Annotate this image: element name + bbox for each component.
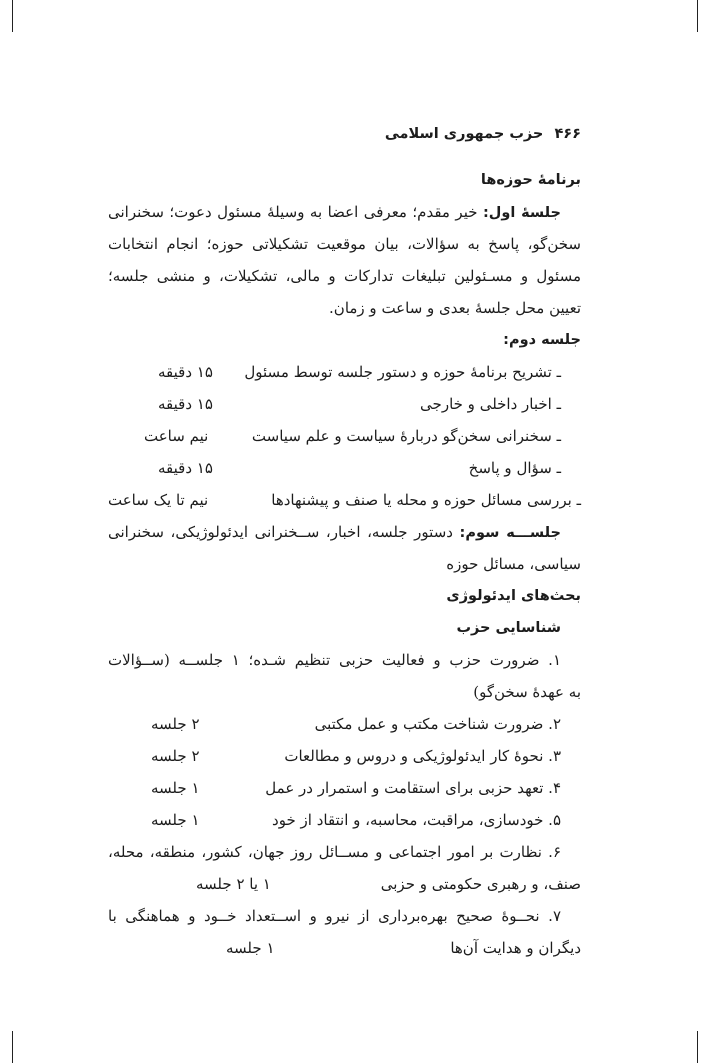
- session2-item: ـ سخنرانی سخن‌گو دربارهٔ سیاست و علم سیاست نیم ساعت: [144, 427, 561, 445]
- session2-item: ـ بررسی مسائل حوزه و محله یا صنف و پیشنهادها نیم تا یک ساعت: [108, 491, 581, 509]
- session1-label: جلسهٔ اول:: [482, 205, 561, 221]
- crop-mark-bottom-left: [12, 1031, 13, 1063]
- session2-heading: جلسه دوم:: [503, 332, 581, 348]
- crop-mark-top-left: [12, 0, 13, 32]
- session1-line1: جلسهٔ اول: خیر مقدم؛ معرفی اعضا به وسیلهٔ مسئول دعوت؛ سخنرانی: [108, 203, 561, 221]
- crop-mark-bottom-right: [697, 1031, 698, 1063]
- session2-item: ـ اخبار داخلی و خارجی ۱۵ دقیقه: [158, 395, 561, 413]
- list-item: ۴. تعهد حزبی برای استقامت و استمرار در عمل ۱ جلسه: [151, 779, 561, 797]
- list-item: ۲. ضرورت شناخت مکتب و عمل مکتبی ۲ جلسه: [151, 715, 561, 733]
- item7-line2: دیگران و هدایت آن‌ها ۱ جلسه: [226, 939, 581, 957]
- session2-item: ـ سؤال و پاسخ ۱۵ دقیقه: [158, 459, 561, 477]
- running-header: [108, 118, 581, 150]
- running-title: حزب جمهوری اسلامی: [384, 126, 544, 142]
- party-subheading: شناسایی حزب: [456, 620, 561, 636]
- list-item: ۳. نحوهٔ کار ایدئولوژیکی و دروس و مطالعات ۲ جلسه: [151, 747, 561, 765]
- session3-label: جلســـه سوم:: [459, 525, 561, 541]
- session1-line3: مسئول و مسـئولین تبلیغات تدارکات و مالی، تشکیلات، و منشی جلسه؛: [108, 267, 581, 285]
- item6-line1: ۶. نظارت بر امور اجتماعی و مســائل روز جهان، کشور، منطقه، محله،: [108, 843, 561, 861]
- session3-line2: سیاسی، مسائل حوزه: [446, 555, 581, 573]
- book-page: [108, 0, 581, 1063]
- item7-line1: ۷. نحــوهٔ صحیح بهره‌برداری از نیرو و اســتعداد خــود و هماهنگی با: [108, 907, 561, 925]
- page-number: ۴۶۶: [554, 126, 581, 142]
- item6-line2: صنف، و رهبری حکومتی و حزبی ۱ یا ۲ جلسه: [196, 875, 581, 893]
- session3-line1: جلســـه سوم: دستور جلسه، اخبار، ســخنرانی ایدئولوژیکی، سخنرانی: [108, 523, 561, 541]
- program-heading: برنامهٔ حوزه‌ها: [480, 172, 581, 188]
- item1-line1: ۱. ضرورت حزب و فعالیت حزبی تنظیم شـده؛ ۱ جلســه (ســؤالات: [108, 651, 561, 669]
- session2-item: ـ تشریح برنامهٔ حوزه و دستور جلسه توسط مسئول ۱۵ دقیقه: [158, 363, 561, 381]
- item1-line2: به عهدهٔ سخن‌گو): [473, 683, 581, 701]
- session1-line4: تعیین محل جلسهٔ بعدی و ساعت و زمان.: [329, 299, 581, 317]
- ideology-heading: بحث‌های ایدئولوژی: [446, 588, 581, 604]
- session1-line2: سخن‌گو، پاسخ به سؤالات، بیان موقعیت تشکیلاتی حوزه؛ انجام انتخابات: [108, 235, 581, 253]
- crop-mark-top-right: [697, 0, 698, 32]
- list-item: ۵. خودسازی، مراقبت، محاسبه، و انتقاد از خود ۱ جلسه: [151, 811, 561, 829]
